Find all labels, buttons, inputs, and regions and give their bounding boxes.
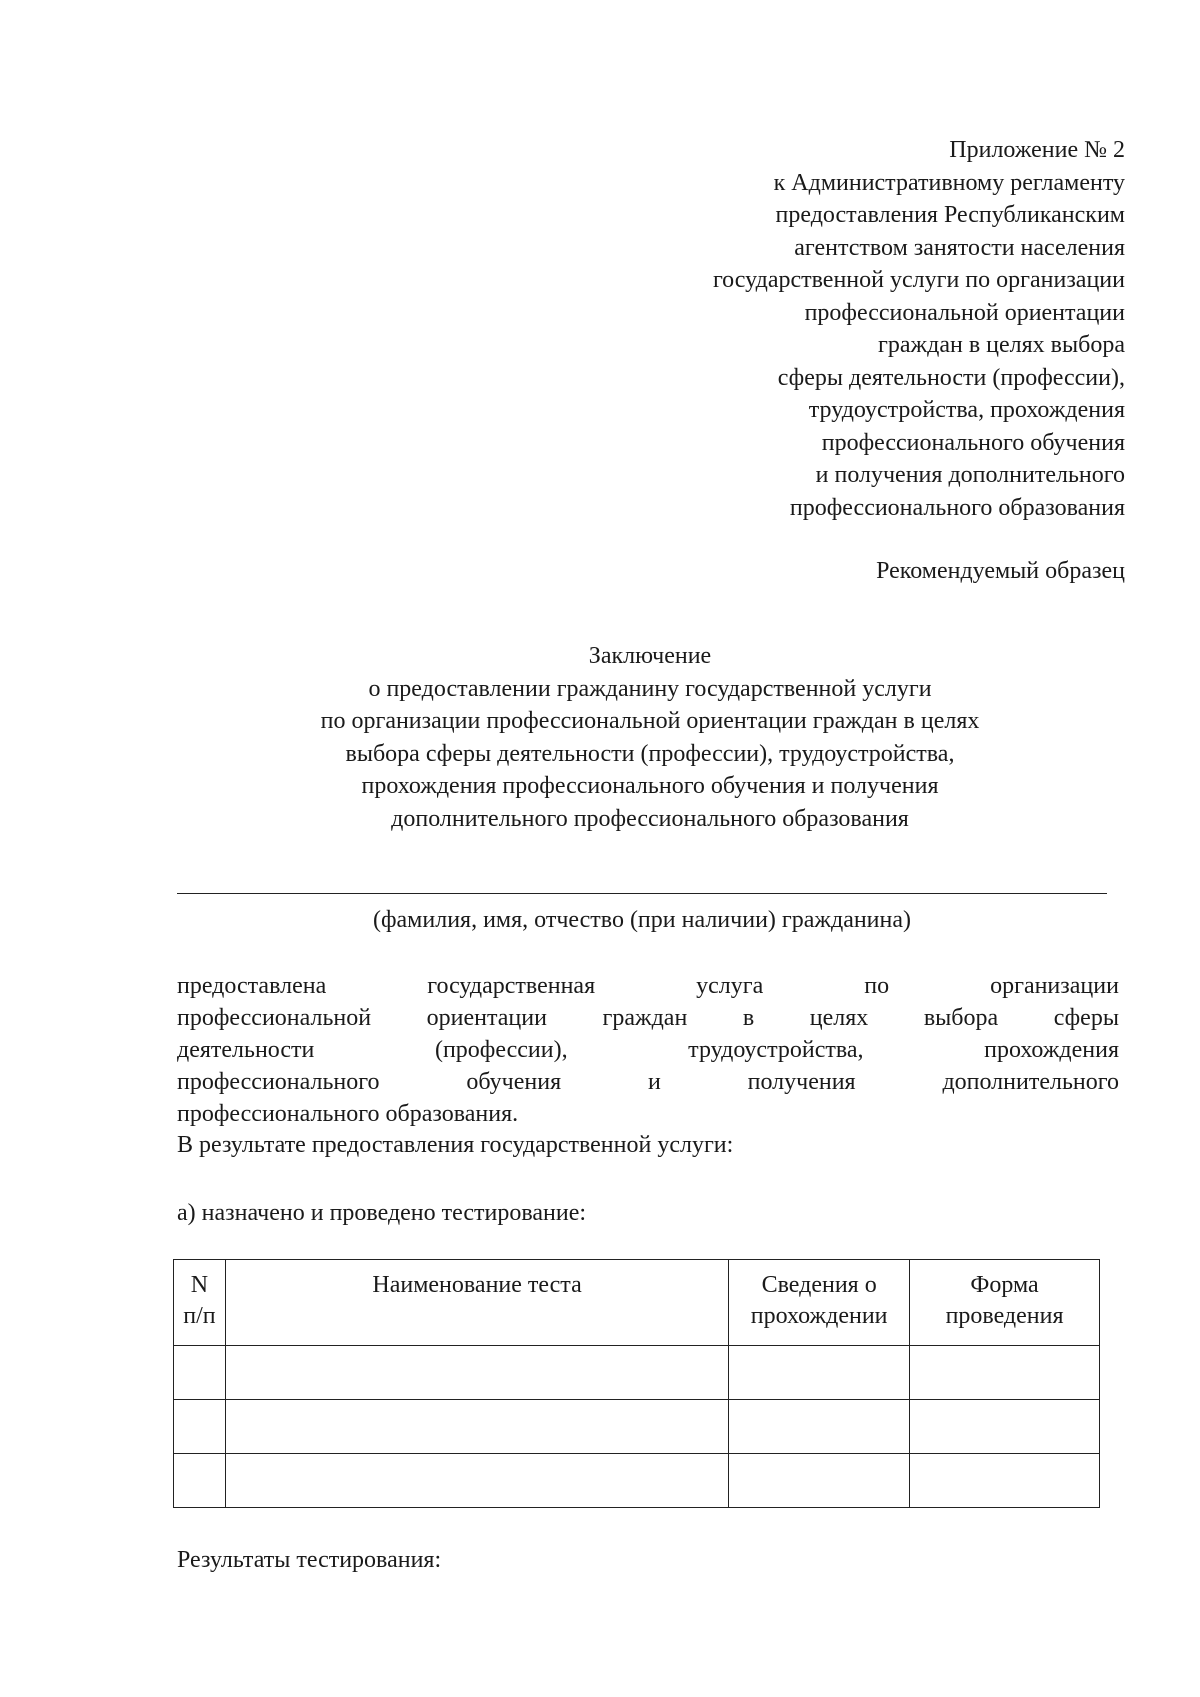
- paragraph-word: предоставлена: [177, 973, 327, 999]
- col-test-name-header: [225, 1260, 728, 1346]
- paragraph-word: (профессии),: [434, 1037, 568, 1063]
- results-heading: Результаты тестирования:: [177, 1547, 442, 1573]
- paragraph-word: деятельности: [177, 1037, 315, 1063]
- paragraph-word: целях: [809, 1005, 869, 1031]
- testing-heading: а) назначено и проведено тестирование:: [177, 1200, 587, 1226]
- col-form-header: [910, 1260, 1100, 1346]
- result-intro: В результате предоставления государственной услуги:: [177, 1132, 734, 1158]
- sample-label: Рекомендуемый образец: [876, 558, 1125, 584]
- paragraph-word: ориентации: [426, 1005, 547, 1031]
- paragraph-word: организации: [990, 973, 1119, 999]
- table-cell: [729, 1454, 910, 1508]
- paragraph-word: по: [864, 973, 890, 999]
- header-line: трудоустройства, прохождения: [808, 397, 1125, 423]
- paragraph-line: [177, 1034, 1119, 1066]
- paragraph-word: трудоустройства,: [688, 1037, 864, 1063]
- header-line: Приложение № 2: [949, 137, 1125, 163]
- paragraph-word: сферы: [1053, 1005, 1119, 1031]
- paragraph-word: профессионального: [177, 1069, 380, 1095]
- paragraph-word: в: [742, 1005, 755, 1031]
- paragraph-line: [177, 1066, 1119, 1098]
- table-cell: [174, 1454, 226, 1508]
- service-paragraph: [177, 970, 1119, 1130]
- document-title: [180, 640, 1120, 835]
- citizen-name-caption: (фамилия, имя, отчество (при наличии) гражданина): [372, 907, 912, 933]
- table-cell: [174, 1346, 226, 1400]
- header-line: предоставления Республиканским: [775, 202, 1125, 228]
- paragraph-word: получения: [747, 1069, 856, 1095]
- header-text: прохождении: [750, 1303, 888, 1329]
- paragraph-word: и: [647, 1069, 661, 1095]
- paragraph-word: прохождения: [984, 1037, 1119, 1063]
- header-text: Сведения о: [761, 1272, 877, 1298]
- header-line: сферы деятельности (профессии),: [777, 364, 1125, 391]
- paragraph-word: выбора: [923, 1005, 999, 1031]
- header-line: агентством занятости населения: [794, 234, 1125, 261]
- col-completion-header: [729, 1260, 910, 1346]
- table-cell: [910, 1400, 1100, 1454]
- table-cell: [225, 1400, 728, 1454]
- header-line: профессиональной ориентации: [804, 299, 1125, 326]
- table-cell: [174, 1400, 226, 1454]
- table-row: [174, 1400, 1100, 1454]
- table-cell: [910, 1346, 1100, 1400]
- paragraph-word: обучения: [466, 1069, 562, 1095]
- paragraph-word: граждан: [602, 1005, 688, 1031]
- table-row: [174, 1346, 1100, 1400]
- appendix-header: [605, 134, 1125, 524]
- table-row: [174, 1454, 1100, 1508]
- table-cell: [910, 1454, 1100, 1508]
- title-line: Заключение: [588, 643, 712, 669]
- table-cell: [729, 1346, 910, 1400]
- paragraph-line: [177, 970, 1119, 1002]
- title-line: о предоставлении гражданину государственной услуги: [368, 675, 932, 702]
- header-text: Наименование теста: [372, 1272, 582, 1298]
- header-line: к Административному регламенту: [773, 169, 1125, 196]
- paragraph-word: услуга: [696, 973, 764, 999]
- title-line: по организации профессиональной ориентации граждан в целях: [320, 708, 980, 734]
- paragraph-word: профессиональной: [177, 1005, 372, 1031]
- title-line: выбора сферы деятельности (профессии), трудоустройства,: [345, 740, 955, 767]
- test-table: [173, 1259, 1100, 1508]
- table-cell: [225, 1346, 728, 1400]
- col-number-header: [174, 1260, 226, 1346]
- header-text: N: [190, 1272, 209, 1298]
- header-line: граждан в целях выбора: [878, 332, 1125, 358]
- title-line: прохождения профессионального обучения и получения: [361, 773, 939, 799]
- paragraph-word: дополнительного: [942, 1069, 1119, 1095]
- citizen-name-line: [177, 893, 1107, 894]
- table-header-row: [174, 1260, 1100, 1346]
- title-line: дополнительного профессионального образования: [391, 805, 909, 832]
- paragraph-line: [177, 1002, 1119, 1034]
- paragraph-word: государственная: [427, 973, 596, 999]
- paragraph-line: [177, 1098, 1119, 1130]
- header-line: профессионального образования: [789, 494, 1125, 521]
- table-cell: [225, 1454, 728, 1508]
- paragraph-word: профессионального образования.: [177, 1101, 519, 1127]
- header-text: п/п: [183, 1303, 216, 1329]
- header-line: государственной услуги по организации: [712, 267, 1125, 293]
- header-line: и получения дополнительного: [815, 462, 1125, 488]
- header-text: проведения: [945, 1303, 1064, 1329]
- header-line: профессионального обучения: [821, 429, 1125, 456]
- header-text: Форма: [970, 1272, 1039, 1298]
- table-cell: [729, 1400, 910, 1454]
